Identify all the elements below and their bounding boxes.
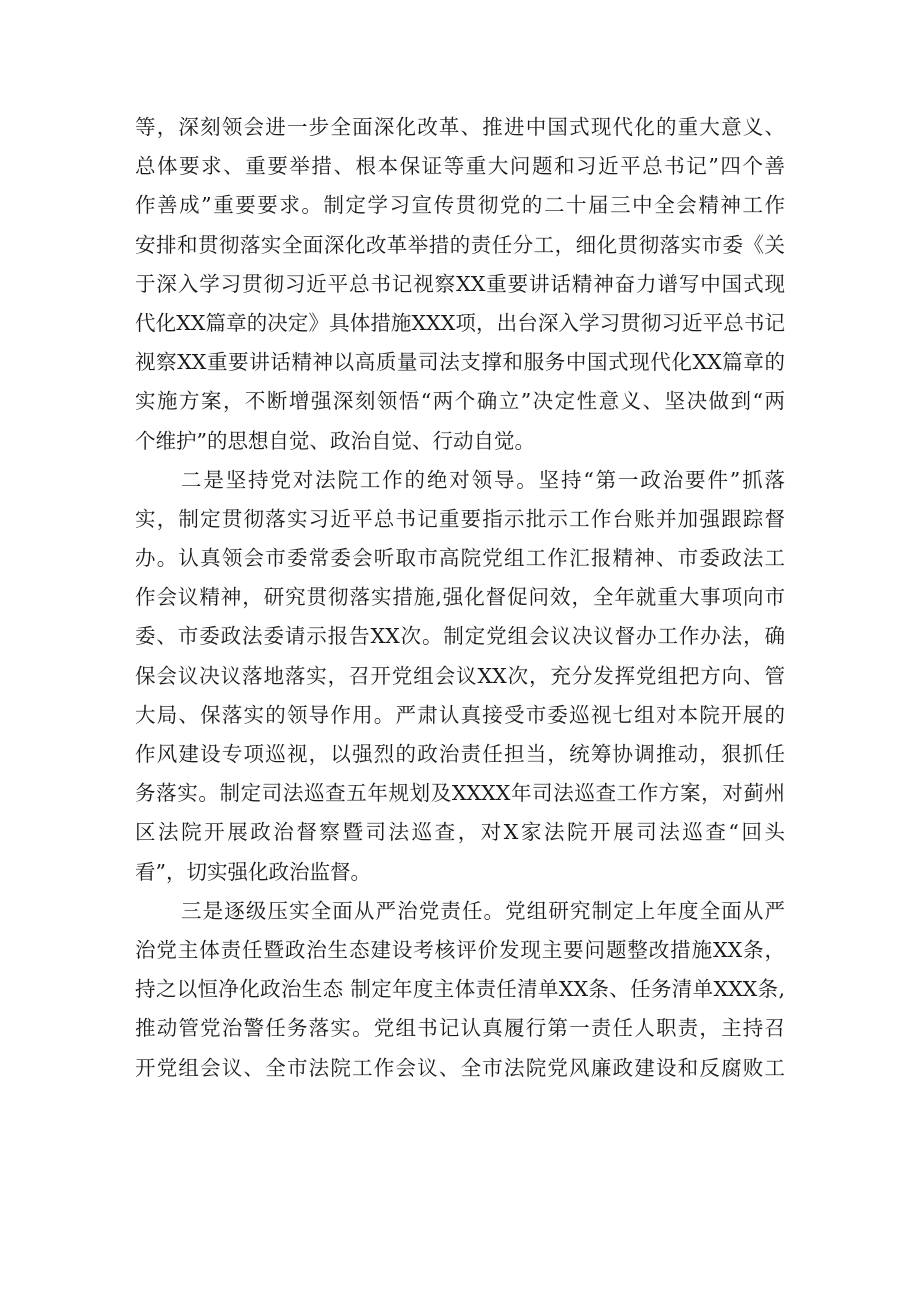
- text-line: 总体要求、重要举措、根本保证等重大问题和习近平总书记”四个善: [135, 154, 785, 179]
- text-line: 看”，切实强化政治监督。: [135, 859, 371, 884]
- text-line: 开党组会议、全市法院工作会议、全市法院党风廉政建设和反腐败工: [135, 1055, 785, 1080]
- text-line: 办。认真领会市委常委会听取市高院党组工作汇报精神、市委政法工: [135, 546, 785, 571]
- text-line: 二是坚持党对法院工作的绝对领导。坚持“第一政治要件”抓落: [181, 467, 785, 492]
- text-line: 代化XX篇章的决定》具体措施XXX项，出台深入学习贯彻习近平总书记: [135, 310, 785, 335]
- text-line: 视察XX重要讲话精神以高质量司法支撑和服务中国式现代化XX篇章的: [135, 350, 785, 375]
- paragraph: [135, 461, 785, 892]
- text-line: 实，制定贯彻落实习近平总书记重要指示批示工作台账并加强跟踪督: [135, 506, 785, 531]
- text-line: 务落实。制定司法巡查五年规划及XXXX年司法巡查工作方案，对蓟州: [135, 781, 785, 806]
- text-line: 安排和贯彻落实全面深化改革举措的责任分工，细化贯彻落实市委《关: [135, 232, 785, 257]
- text-line: 保会议决议落地落实，召开党组会议XX次，充分发挥党组把方向、管: [135, 663, 785, 688]
- paragraph: [135, 892, 785, 1088]
- text-line: 治党主体责任暨政治生态建设考核评价发现主要问题整改措施XX条，: [135, 937, 785, 962]
- text-line: 委、市委政法委请示报告XX次。制定党组会议决议督办工作办法，确: [135, 624, 785, 649]
- text-line: 推动管党治警任务落实。党组书记认真履行第一责任人职责，主持召: [135, 1016, 785, 1041]
- text-line: 持之以恒净化政治生态 制定年度主体责任清单XX条、任务清单XXX条,: [135, 977, 785, 1002]
- text-line: 实施方案，不断增强深刻领悟“两个确立”决定性意义、坚决做到“两: [135, 389, 785, 414]
- document-body: [135, 108, 785, 1088]
- text-line: 三是逐级压实全面从严治党责任。党组研究制定上年度全面从严: [181, 898, 785, 923]
- text-line: 于深入学习贯彻习近平总书记视察XX重要讲话精神奋力谱写中国式现: [135, 271, 785, 296]
- text-line: 区法院开展政治督察暨司法巡查，对X家法院开展司法巡查“回头: [135, 820, 785, 845]
- text-line: 作风建设专项巡视，以强烈的政治责任担当，统筹协调推动，狠抓任: [135, 742, 785, 766]
- text-line: 作会议精神，研究贯彻落实措施,强化督促问效，全年就重大事项向市: [135, 585, 785, 610]
- text-line: 个维护”的思想自觉、政治自觉、行动自觉。: [135, 428, 535, 453]
- text-line: 等，深刻领会进一步全面深化改革、推进中国式现代化的重大意义、: [135, 115, 785, 139]
- text-line: 大局、保落实的领导作用。严肃认真接受市委巡视七组对本院开展的: [135, 702, 785, 727]
- paragraph: [135, 108, 785, 461]
- text-line: 作善成”重要要求。制定学习宣传贯彻党的二十届三中全会精神工作: [135, 193, 785, 218]
